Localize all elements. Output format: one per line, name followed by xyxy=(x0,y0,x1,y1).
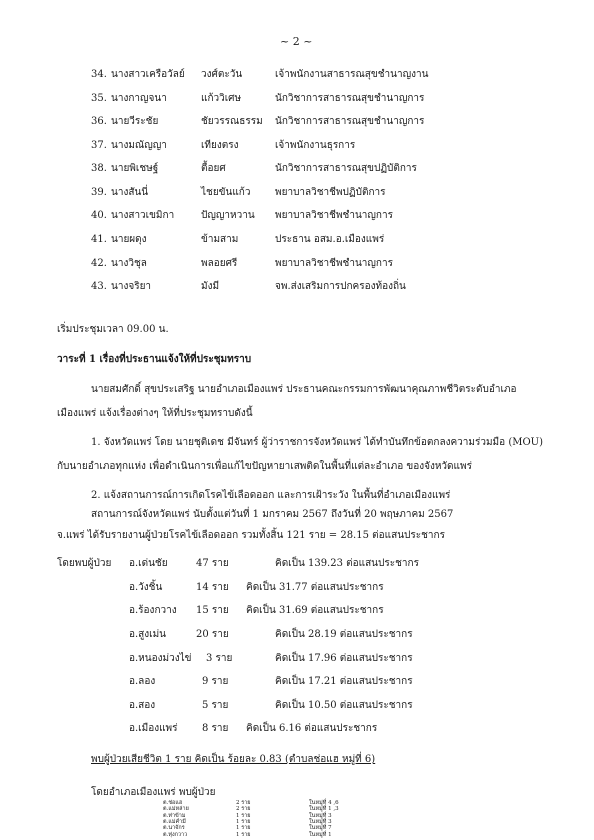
attendee-position: พยาบาลวิชาชีพปฏิบัติการ xyxy=(275,187,386,198)
subdistrict-count: 1 ราย xyxy=(236,825,251,832)
subdistrict-village: ในหมู่ที่ 7 xyxy=(309,825,332,832)
attendee-position: นักวิชาการสาธารณสุขชำนาญการ xyxy=(275,116,425,127)
district-count: 8 ราย xyxy=(202,723,229,734)
subdistrict-count: 2 ราย xyxy=(236,800,251,806)
district-rate: คิดเป็น 31.69 ต่อแสนประชากร xyxy=(246,605,384,616)
attendee-first-name: นางจริยา xyxy=(111,281,152,292)
district-name: อ.เด่นชัย xyxy=(129,558,168,569)
subdistrict-name: ต.นาจักร xyxy=(163,825,185,832)
attendee-number: 41. xyxy=(91,234,107,245)
subdistrict-count: 1 ราย xyxy=(236,831,251,838)
item-1-line-1: 1. จังหวัดแพร่ โดย นายชุติเดช มีจันทร์ ผู้ว่าราชการจังหวัดแพร่ ได้ทำบันทึกข้อตกลงความร่วมมือ (MOU) xyxy=(91,437,543,448)
attendee-first-name: นางมณัญญา xyxy=(111,140,167,151)
subdistrict-village: ในหมู่ที่ 4 ,6 xyxy=(309,800,339,806)
district-name: อ.เมืองแพร่ xyxy=(129,723,178,734)
attendee-last-name: แก้ววิเศษ xyxy=(201,93,242,104)
attendee-number: 39. xyxy=(91,187,107,198)
district-name: อ.สูงเม่น xyxy=(129,629,167,640)
subdistrict-village: ในหมู่ที่ 1 xyxy=(309,831,332,838)
district-count: 5 ราย xyxy=(202,700,229,711)
item-2-line-3: จ.แพร่ ได้รับรายงานผู้ป่วยโรคไข้เลือดออก รวมทั้งสิ้น 121 ราย = 28.15 ต่อแสนประชากร xyxy=(57,530,445,541)
attendee-number: 40. xyxy=(91,210,107,221)
meeting-start-time: เริ่มประชุมเวลา 09.00 น. xyxy=(57,324,169,335)
attendee-last-name: วงศ์ตะวัน xyxy=(201,69,243,80)
attendee-last-name: มังมี xyxy=(201,281,220,292)
subdistrict-village: ในหมู่ที่ 1 ,3 xyxy=(309,806,339,813)
intro-paragraph-line-2: เมืองแพร่ แจ้งเรื่องต่างๆ ให้ที่ประชุมทราบดังนี้ xyxy=(57,408,253,419)
district-name: อ.ร้องกวาง xyxy=(129,605,177,616)
attendee-last-name: พลอยศรี xyxy=(201,258,238,269)
attendee-number: 36. xyxy=(91,116,107,127)
attendee-first-name: นางกาญจนา xyxy=(111,93,167,104)
attendee-number: 35. xyxy=(91,93,107,104)
district-rate: คิดเป็น 31.77 ต่อแสนประชากร xyxy=(246,582,384,593)
district-rate: คิดเป็น 17.96 ต่อแสนประชากร xyxy=(275,653,413,664)
attendee-position: ประธาน อสม.อ.เมืองแพร่ xyxy=(275,234,385,245)
district-count: 9 ราย xyxy=(202,676,229,687)
subdistrict-village: ในหมู่ที่ 3 xyxy=(309,812,332,819)
attendee-position: นักวิชาการสาธารณสุขชำนาญการ xyxy=(275,93,425,104)
district-count: 14 ราย xyxy=(196,582,229,593)
item-2-line-2: สถานการณ์จังหวัดแพร่ นับตั้งแต่วันที่ 1 มกราคม 2567 ถึงวันที่ 20 พฤษภาคม 2567 xyxy=(91,509,454,520)
attendee-first-name: นายผดุง xyxy=(111,234,147,245)
district-name: อ.สอง xyxy=(129,700,156,711)
attendee-number: 42. xyxy=(91,258,107,269)
subdistrict-name: ต.ทุ่งกวาว xyxy=(163,831,188,838)
attendee-number: 38. xyxy=(91,163,107,174)
attendee-position: เจ้าพนักงานสาธารณสุขชำนาญงาน xyxy=(275,69,429,80)
attendee-position: เจ้าพนักงานธุรการ xyxy=(275,140,356,151)
subdistrict-name: ต.แม่หล่าย xyxy=(163,806,189,813)
attendee-last-name: ปัญญาหวาน xyxy=(201,210,255,221)
attendee-first-name: นางวิชุล xyxy=(111,258,147,269)
patients-label: โดยพบผู้ป่วย xyxy=(57,558,112,569)
attendee-position: พยาบาลวิชาชีพชำนาญการ xyxy=(275,210,393,221)
subdistrict-count: 1 ราย xyxy=(236,812,251,819)
attendee-position: นักวิชาการสาธารณสุขปฏิบัติการ xyxy=(275,163,417,174)
subdistrict-name: ต.ท่าข้าม xyxy=(163,812,186,819)
attendee-number: 37. xyxy=(91,140,107,151)
attendee-first-name: นางสันนี่ xyxy=(111,187,149,198)
attendee-last-name: ชัยวรรณธรรม xyxy=(201,116,263,127)
attendee-position: พยาบาลวิชาชีพชำนาญการ xyxy=(275,258,393,269)
district-count: 3 ราย xyxy=(206,653,233,664)
item-1-line-2: กับนายอำเภอทุกแห่ง เพื่อดำเนินการเพื่อแก้ไขปัญหายาเสพติดในพื้นที่แต่ละอำเภอ ของจังหวัดแพร่ xyxy=(57,461,472,472)
attendee-first-name: นายพิเชษฐ์ xyxy=(111,163,159,174)
intro-paragraph-line-1: นายสมศักดิ์ สุขประเสริฐ นายอำเภอเมืองแพร่ ประธานคณะกรรมการพัฒนาคุณภาพชีวิตระดับอำเภอ xyxy=(91,384,517,395)
district-rate: คิดเป็น 139.23 ต่อแสนประชากร xyxy=(275,558,419,569)
district-count: 20 ราย xyxy=(196,629,229,640)
district-count: 15 ราย xyxy=(196,605,229,616)
district-rate: คิดเป็น 28.19 ต่อแสนประชากร xyxy=(275,629,413,640)
attendee-number: 34. xyxy=(91,69,107,80)
attendee-last-name: ข้ามสาม xyxy=(201,234,239,245)
district-name: อ.หนองม่วงไข่ xyxy=(129,653,192,664)
subdistrict-count: 1 ราย xyxy=(236,818,251,825)
district-rate: คิดเป็น 10.50 ต่อแสนประชากร xyxy=(275,700,413,711)
attendee-last-name: ไชยขันแก้ว xyxy=(201,187,251,198)
agenda-1-heading: วาระที่ 1 เรื่องที่ประธานแจ้งให้ที่ประชุมทราบ xyxy=(57,354,252,365)
district-rate: คิดเป็น 6.16 ต่อแสนประชากร xyxy=(246,723,378,734)
page-number: ~ 2 ~ xyxy=(280,35,313,48)
district-count: 47 ราย xyxy=(196,558,229,569)
subdistrict-name: ต.ช่อแฮ xyxy=(163,800,183,806)
subdistrict-name: ต.แม่คำมี xyxy=(163,818,186,825)
subdistrict-count: 2 ราย xyxy=(236,806,251,813)
attendee-last-name: ตื้อยศ xyxy=(201,163,226,174)
district-name: อ.วังชิ้น xyxy=(129,582,163,593)
death-notice: พบผู้ป่วยเสียชีวิต 1 ราย คิดเป็น ร้อยละ 0.83 (ตำบลช่อแฮ หมู่ที่ 6) xyxy=(91,754,376,765)
district-name: อ.ลอง xyxy=(129,676,156,687)
item-2-line-1: 2. แจ้งสถานการณ์การเกิดโรคไข้เลือดออก และการเฝ้าระวัง ในพื้นที่อำเภอเมืองแพร่ xyxy=(91,490,451,501)
subdistrict-village: ในหมู่ที่ 3 xyxy=(309,818,332,825)
attendee-first-name: นางสาวเครือวัลย์ xyxy=(111,69,185,80)
attendee-first-name: นางสาวเขมิกา xyxy=(111,210,175,221)
attendee-first-name: นายวีระชัย xyxy=(111,116,159,127)
attendee-position: จพ.ส่งเสริมการปกครองท้องถิ่น xyxy=(275,281,406,292)
attendee-last-name: เทียงตรง xyxy=(201,140,239,151)
muang-district-label: โดยอำเภอเมืองแพร่ พบผู้ป่วย xyxy=(91,787,216,798)
attendee-number: 43. xyxy=(91,281,107,292)
district-rate: คิดเป็น 17.21 ต่อแสนประชากร xyxy=(275,676,413,687)
